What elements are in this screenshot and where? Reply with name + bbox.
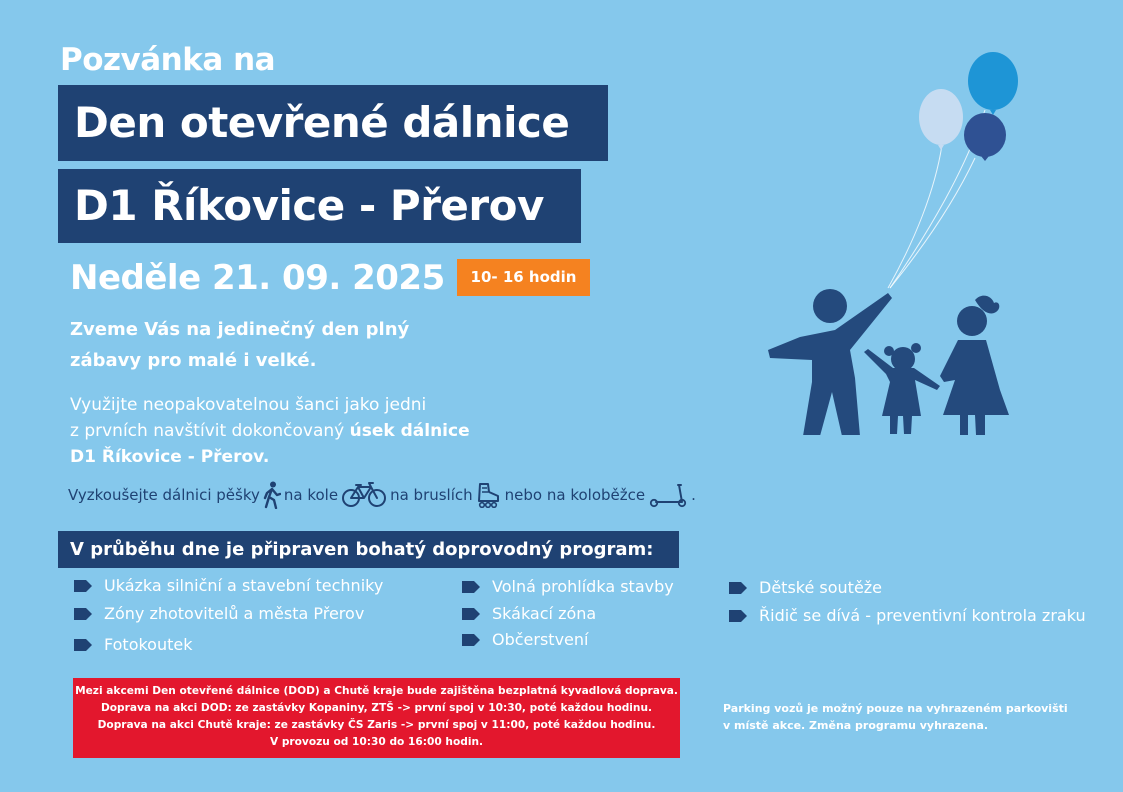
desc-line-3-bold: D1 Říkovice - Přerov. (70, 447, 270, 467)
tag-bullet-icon (74, 639, 92, 651)
parking-line-1: Parking vozů je možný pouze na vyhrazeném parkovišti (723, 702, 1068, 715)
event-hours-badge: 10- 16 hodin (457, 259, 590, 296)
list-item (462, 577, 674, 596)
try-text-skates: na bruslích (390, 486, 473, 504)
scooter-icon (648, 482, 688, 508)
tag-bullet-icon (74, 580, 92, 592)
try-text-bike: na kole (283, 486, 339, 504)
list-item (74, 576, 383, 595)
list-item-label: Fotokoutek (104, 635, 193, 654)
title-line-2: D1 Říkovice - Přerov (58, 169, 581, 243)
list-item-label: Zóny zhotovitelů a města Přerov (104, 604, 365, 623)
inline-skate-icon (476, 482, 502, 508)
title-line-1: Den otevřené dálnice (58, 85, 608, 161)
program-heading: V průběhu dne je připraven bohatý doprovodný program: (58, 531, 679, 568)
list-item-label: Ukázka silniční a stavební techniky (104, 576, 384, 595)
invite-line-2: zábavy pro malé i velké. (70, 350, 317, 371)
event-date: Neděle 21. 09. 2025 (70, 258, 445, 298)
try-text-scooter: nebo na koloběžce (504, 486, 646, 504)
list-item-label: Skákací zóna (492, 604, 597, 623)
description-text (70, 392, 530, 470)
tag-bullet-icon (729, 610, 747, 622)
list-item (74, 604, 364, 623)
desc-line-2-bold: úsek dálnice (349, 421, 470, 441)
try-text-end: . (691, 486, 696, 504)
tag-bullet-icon (462, 608, 480, 620)
tag-bullet-icon (462, 634, 480, 646)
transport-line-1: Mezi akcemi Den otevřené dálnice (DOD) a Chutě kraje bude zajištěna bezplatná kyvadlová doprava. (75, 685, 678, 697)
list-item (74, 635, 193, 654)
parking-line-2: v místě akce. Změna programu vyhrazena. (723, 719, 989, 732)
invite-line-1: Zveme Vás na jedinečný den plný (70, 319, 410, 340)
try-text-walk: Vyzkoušejte dálnici pěšky (68, 486, 260, 504)
bicycle-icon (341, 482, 387, 508)
parking-note (723, 700, 1083, 734)
family-balloons-illustration (760, 45, 1060, 435)
list-item (729, 606, 1086, 625)
invitation-text (70, 314, 490, 376)
list-item (462, 604, 596, 623)
desc-line-2-plain: z prvních navštívit dokončovaný (70, 421, 350, 441)
tag-bullet-icon (462, 581, 480, 593)
list-item-label: Dětské soutěže (759, 578, 883, 597)
transport-line-2: Doprava na akci DOD: ze zastávky Kopaniny, ZTŠ -> první spoj v 10:30, poté každou hodinu. (100, 702, 653, 714)
desc-line-2 (70, 418, 530, 444)
desc-line-1: Využijte neopakovatelnou šanci jako jedni (70, 395, 427, 415)
list-item (462, 630, 588, 649)
transport-notice (73, 678, 680, 758)
pre-title: Pozvánka na (60, 42, 276, 78)
desc-line-3 (70, 444, 530, 470)
transport-line-3: Doprava na akci Chutě kraje: ze zastávky ČS Zaris -> první spoj v 11:00, poté každou hodinu. (97, 719, 656, 731)
walking-person-icon (263, 481, 281, 509)
transport-line-4: V provozu od 10:30 do 16:00 hodin. (269, 736, 484, 748)
try-line (68, 481, 696, 509)
tag-bullet-icon (729, 582, 747, 594)
list-item-label: Občerstvení (492, 630, 589, 649)
tag-bullet-icon (74, 608, 92, 620)
list-item (729, 578, 882, 597)
list-item-label: Řidič se dívá - preventivní kontrola zraku (759, 606, 1086, 625)
list-item-label: Volná prohlídka stavby (492, 577, 674, 596)
